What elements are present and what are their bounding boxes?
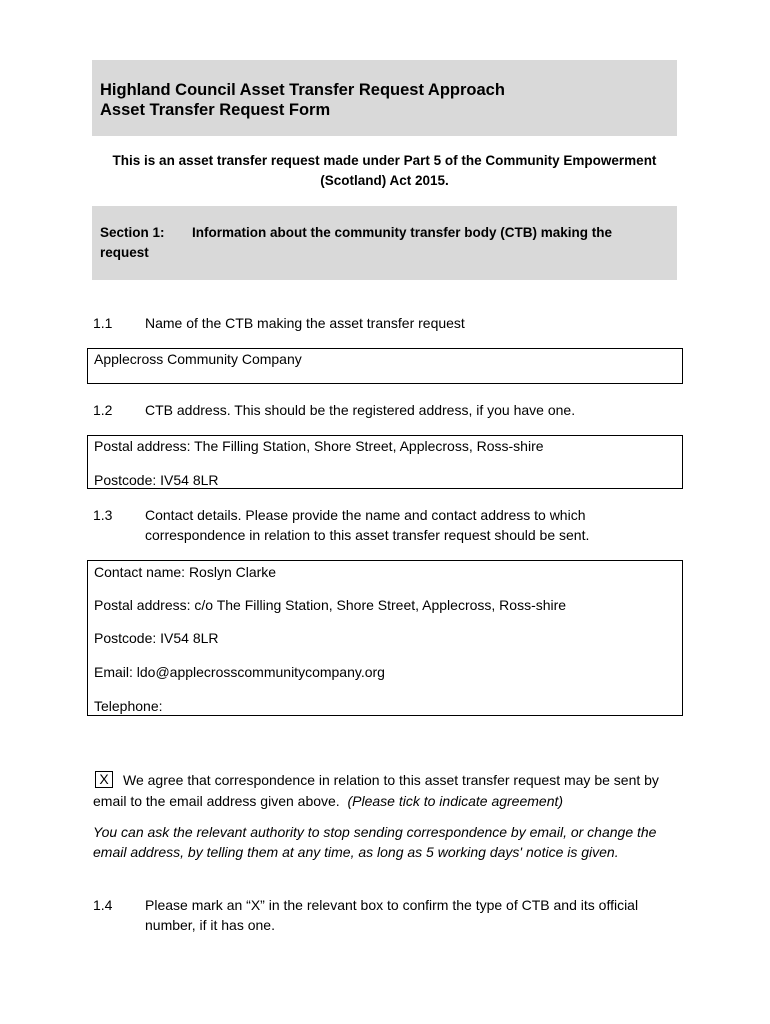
form-header: [92, 60, 677, 136]
question-number: 1.4: [93, 897, 113, 913]
question-1-1: [93, 313, 665, 333]
section-number: Section 1:: [100, 225, 165, 240]
agreement-hint: (Please tick to indicate agreement): [347, 793, 564, 809]
contact-details-field[interactable]: [87, 560, 683, 716]
contact-name: Contact name: Roslyn Clarke: [94, 564, 277, 580]
agree-checkbox[interactable]: X: [95, 771, 113, 788]
email-note: You can ask the relevant authority to stop sending correspondence by email, or change the email address, by telling them at any time, as long as 5 working days' notice is given.: [93, 824, 657, 860]
intro-text: This is an asset transfer request made under Part 5 of the Community Empowerment (Scotland) Act 2015.: [112, 153, 657, 188]
question-text: CTB address. This should be the registered address, if you have one.: [145, 402, 576, 418]
email-agreement: [93, 770, 678, 812]
question-text: Contact details. Please provide the name and contact address to which correspondence in relation to this asset transfer request should be sent.: [145, 507, 590, 543]
question-1-2: [93, 400, 665, 420]
question-number: 1.1: [93, 315, 113, 331]
question-number: 1.3: [93, 507, 113, 523]
contact-postal-address: Postal address: c/o The Filling Station, Shore Street, Applecross, Ross-shire: [94, 597, 567, 613]
question-1-3: [93, 505, 665, 545]
section-1-header: [92, 206, 677, 280]
header-subtitle: Asset Transfer Request Form: [100, 101, 331, 119]
question-number: 1.2: [93, 402, 113, 418]
ctb-name-value: Applecross Community Company: [94, 351, 302, 367]
ctb-postcode: Postcode: IV54 8LR: [94, 472, 219, 488]
ctb-postal-address: Postal address: The Filling Station, Shore Street, Applecross, Ross-shire: [94, 438, 544, 454]
contact-email: Email: ldo@applecrosscommunitycompany.org: [94, 664, 385, 680]
question-text: Please mark an “X” in the relevant box to confirm the type of CTB and its official number, if it has one.: [145, 897, 639, 933]
question-1-4: [93, 895, 665, 935]
contact-telephone: Telephone:: [94, 698, 163, 714]
question-text: Name of the CTB making the asset transfer request: [145, 315, 465, 331]
ctb-name-field[interactable]: [87, 348, 683, 384]
contact-postcode: Postcode: IV54 8LR: [94, 630, 219, 646]
header-title: Highland Council Asset Transfer Request Approach: [100, 81, 505, 99]
section-title: Information about the community transfer body (CTB) making the request: [100, 225, 613, 260]
ctb-address-field[interactable]: [87, 435, 683, 489]
agreement-text: We agree that correspondence in relation to this asset transfer request may be sent by email to the email address given above.: [93, 772, 659, 809]
